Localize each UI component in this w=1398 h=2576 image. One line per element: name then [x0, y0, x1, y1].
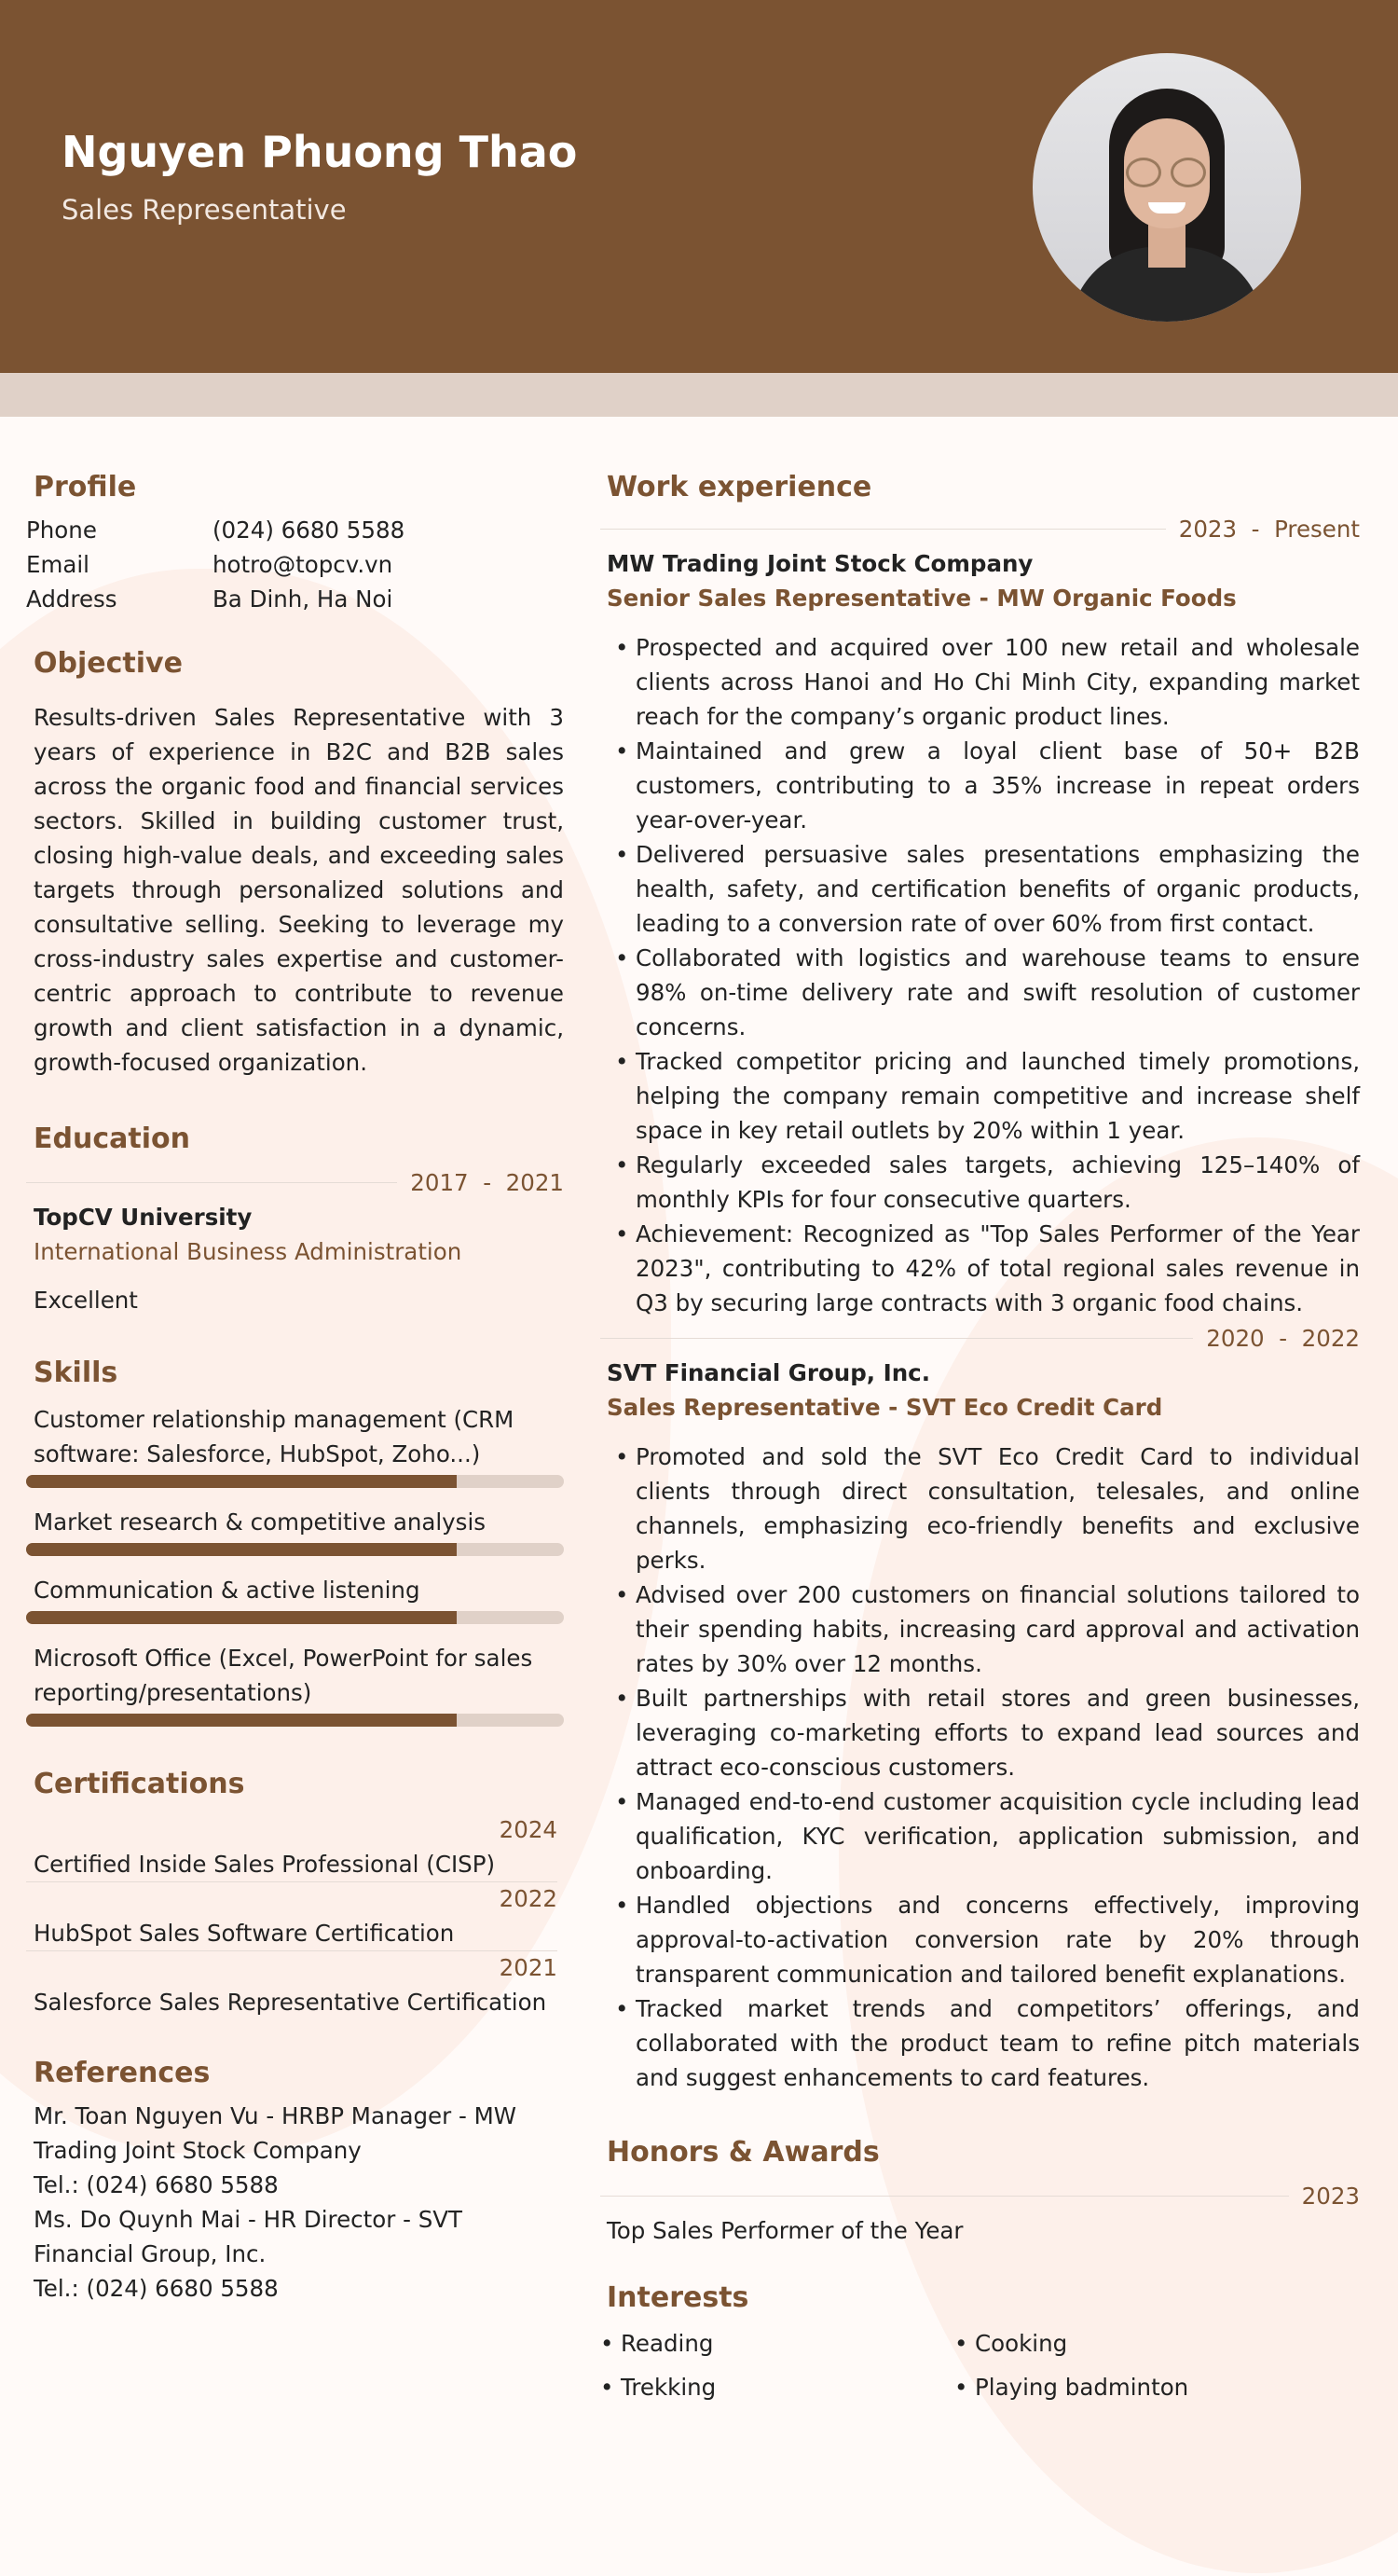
- candidate-title: Sales Representative: [62, 194, 347, 226]
- interest-item: • Playing badminton: [954, 2365, 1309, 2409]
- award-name: Top Sales Performer of the Year: [607, 2217, 964, 2244]
- address-value: Ba Dinh, Ha Noi: [212, 585, 393, 613]
- interests-section: [600, 2281, 1360, 2409]
- bullet-item: • Managed end-to-end customer acquisition cycle including lead qualification, KYC verification, application submission, and onboarding.: [600, 1784, 1360, 1888]
- education-dates: 2017 - 2021: [410, 1168, 564, 1196]
- cert-year: 2021: [499, 1954, 557, 1981]
- reference-line: Tel.: (024) 6680 5588: [34, 2171, 279, 2198]
- major: International Business Administration: [34, 1238, 462, 1265]
- bullet-item: • Achievement: Recognized as "Top Sales Performer of the Year 2023", contributing to 42% of total regional sales revenue in Q3 by securing large contracts with 3 organic food chains.: [600, 1217, 1360, 1320]
- section-title: Education: [34, 1123, 190, 1155]
- certification-item: [26, 1951, 557, 2019]
- profile-row: Email hotro@topcv.vn: [26, 547, 564, 582]
- cert-name: Salesforce Sales Representative Certification: [34, 1989, 547, 2016]
- bullet-item: • Handled objections and concerns effectively, improving approval-to-activation conversion rate by 20% through transparent communication and tailored benefit explanations.: [600, 1888, 1360, 1991]
- company-name: MW Trading Joint Stock Company: [607, 550, 1034, 577]
- interest-item: • Cooking: [954, 2321, 1309, 2365]
- reference-line: Ms. Do Quynh Mai - HR Director - SVT Financial Group, Inc.: [34, 2206, 462, 2267]
- company-name: SVT Financial Group, Inc.: [607, 1359, 931, 1386]
- left-column: [26, 417, 564, 2306]
- interest-item: • Trekking: [600, 2365, 954, 2409]
- skill-item: [26, 1573, 564, 1624]
- section-title: Skills: [34, 1357, 118, 1389]
- job-entry: [600, 511, 1360, 1320]
- certification-item: [26, 1813, 557, 1882]
- certification-item: [26, 1882, 557, 1951]
- award-year: 2023: [1301, 2182, 1360, 2210]
- bullet-item: • Tracked competitor pricing and launched timely promotions, helping the company remain competitive and increase shelf space in key retail outlets by 20% within 1 year.: [600, 1044, 1360, 1148]
- section-title: Objective: [34, 647, 183, 680]
- profile-section: [26, 471, 564, 616]
- skill-name: Communication & active listening: [34, 1577, 420, 1604]
- bullet-item: • Prospected and acquired over 100 new retail and wholesale clients across Hanoi and Ho Chi Minh City, expanding market reach for the company’s organic product lines.: [600, 630, 1360, 734]
- interest-item: • Reading: [600, 2321, 954, 2365]
- skill-name: Market research & competitive analysis: [34, 1508, 487, 1536]
- grade: Excellent: [34, 1287, 138, 1314]
- skill-item: [26, 1505, 564, 1556]
- bullet-item: • Tracked market trends and competitors’ offerings, and collaborated with the product team to refine pitch materials and suggest enhancements to card features.: [600, 1991, 1360, 2095]
- section-title: References: [34, 2057, 211, 2089]
- bullet-item: • Regularly exceeded sales targets, achieving 125–140% of monthly KPIs for four consecutive quarters.: [600, 1148, 1360, 1217]
- job-bullets: [600, 630, 1360, 1320]
- email-value: hotro@topcv.vn: [212, 551, 393, 578]
- skill-bar: [26, 1475, 564, 1488]
- cert-name: Certified Inside Sales Professional (CISP): [26, 1847, 557, 1882]
- skill-item: [26, 1641, 564, 1727]
- job-position: Sales Representative - SVT Eco Credit Card: [607, 1394, 1163, 1421]
- avatar: [1033, 53, 1301, 322]
- skill-bar: [26, 1543, 564, 1556]
- school-name: TopCV University: [34, 1204, 253, 1231]
- job-dates: 2020 - 2022: [1206, 1324, 1360, 1352]
- profile-row: Address Ba Dinh, Ha Noi: [26, 582, 564, 616]
- bullet-item: • Maintained and grew a loyal client base of 50+ B2B customers, contributing to a 35% increase in repeat orders year-over-year.: [600, 734, 1360, 837]
- bullet-item: • Advised over 200 customers on financial solutions tailored to their spending habits, increasing card approval and activation rates by 30% over 12 months.: [600, 1577, 1360, 1681]
- certifications-section: [26, 1768, 564, 2019]
- skill-bar: [26, 1611, 564, 1624]
- header-band: [0, 373, 1398, 417]
- profile-row: Phone (024) 6680 5588: [26, 513, 564, 547]
- skill-item: [26, 1402, 564, 1488]
- bullet-item: • Promoted and sold the SVT Eco Credit Card to individual clients through direct consultation, telesales, and online channels, emphasizing eco-friendly benefits and exclusive perks.: [600, 1440, 1360, 1577]
- job-bullets: [600, 1440, 1360, 2095]
- section-title: Work experience: [607, 471, 872, 503]
- skill-name: Microsoft Office (Excel, PowerPoint for sales reporting/presentations): [34, 1645, 533, 1706]
- job-dates: 2023 - Present: [1178, 515, 1360, 543]
- header: [0, 0, 1398, 373]
- section-title: Profile: [34, 471, 137, 503]
- section-title: Certifications: [34, 1768, 245, 1800]
- cert-year: 2024: [499, 1816, 557, 1843]
- right-column: [600, 417, 1360, 2409]
- bullet-item: • Delivered persuasive sales presentations emphasizing the health, safety, and certification benefits of organic products, leading to a conversion rate of over 60% from first contact.: [600, 837, 1360, 941]
- references-section: [26, 2057, 564, 2306]
- skill-name: Customer relationship management (CRM software: Salesforce, HubSpot, Zoho...): [34, 1406, 514, 1467]
- skills-section: [26, 1357, 564, 1727]
- education-section: [26, 1123, 564, 1317]
- job-entry: [600, 1320, 1360, 2095]
- honors-section: [600, 2136, 1360, 2248]
- candidate-name: Nguyen Phuong Thao: [62, 127, 578, 177]
- phone-value: (024) 6680 5588: [212, 517, 405, 544]
- cert-name: HubSpot Sales Software Certification: [26, 1916, 557, 1951]
- skill-bar: [26, 1714, 564, 1727]
- section-title: Honors & Awards: [607, 2136, 880, 2169]
- reference-line: Mr. Toan Nguyen Vu - HRBP Manager - MW Trading Joint Stock Company: [34, 2102, 516, 2164]
- bullet-item: • Built partnerships with retail stores and green businesses, leveraging co-marketing efforts to expand lead sources and attract eco-conscious customers.: [600, 1681, 1360, 1784]
- bullet-item: • Collaborated with logistics and warehouse teams to ensure 98% on-time delivery rate and swift resolution of customer concerns.: [600, 941, 1360, 1044]
- objective-text: Results-driven Sales Representative with 3 years of experience in B2C and B2B sales across the organic food and financial services sectors. Skilled in building customer trust, closing high-value deals, and exceeding sales targets through personalized solutions and consultative selling. Seeking to leverage my cross-industry sales expertise and customer-centric approach to contribute to revenue growth and client satisfaction in a dynamic, growth-focused organization.: [34, 704, 564, 1076]
- objective-section: [26, 647, 564, 1080]
- reference-line: Tel.: (024) 6680 5588: [34, 2275, 279, 2302]
- work-section: [600, 471, 1360, 2095]
- cert-year: 2022: [499, 1885, 557, 1912]
- job-position: Senior Sales Representative - MW Organic Foods: [607, 585, 1237, 612]
- section-title: Interests: [607, 2281, 749, 2314]
